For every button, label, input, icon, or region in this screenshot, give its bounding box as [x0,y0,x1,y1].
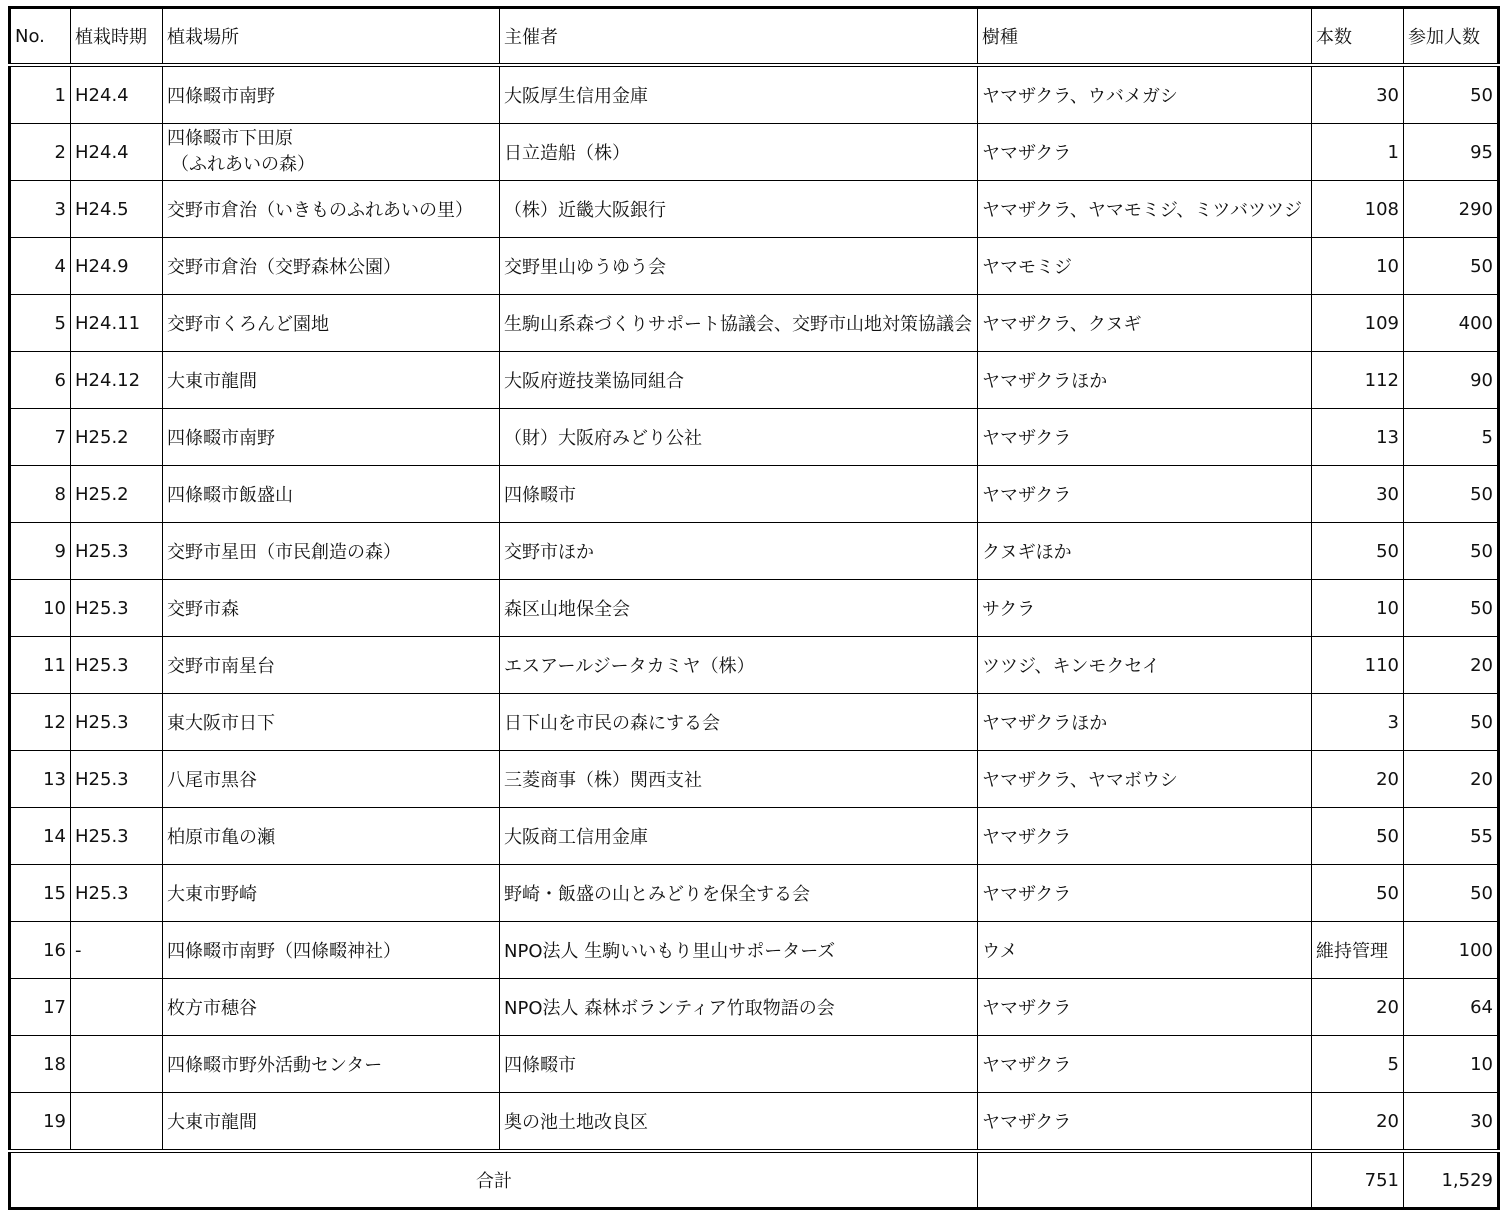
cell-period: H24.5 [71,181,163,238]
cell-count: 50 [1312,865,1404,922]
cell-count: 109 [1312,295,1404,352]
cell-organizer: 日立造船（株） [500,124,978,181]
cell-participants: 50 [1404,466,1499,523]
cell-place: 大東市野崎 [163,865,500,922]
cell-no: 7 [10,409,71,466]
total-row [10,1151,1499,1209]
cell-place: 大東市龍間 [163,1093,500,1152]
cell-participants: 5 [1404,409,1499,466]
cell-no: 15 [10,865,71,922]
cell-organizer: 野崎・飯盛の山とみどりを保全する会 [500,865,978,922]
cell-participants: 10 [1404,1036,1499,1093]
cell-count: 1 [1312,124,1404,181]
table-row [10,1036,1499,1093]
cell-participants: 400 [1404,295,1499,352]
cell-period: H24.9 [71,238,163,295]
cell-species: ヤマザクラほか [978,694,1312,751]
cell-period: - [71,922,163,979]
cell-organizer: 大阪厚生信用金庫 [500,65,978,124]
cell-no: 6 [10,352,71,409]
table-row [10,637,1499,694]
total-participants: 1,529 [1404,1151,1499,1209]
cell-count: 108 [1312,181,1404,238]
cell-period: H25.3 [71,637,163,694]
cell-no: 10 [10,580,71,637]
cell-no: 2 [10,124,71,181]
cell-count: 13 [1312,409,1404,466]
cell-species: ヤマザクラ、ヤマボウシ [978,751,1312,808]
cell-period [71,1036,163,1093]
cell-participants: 50 [1404,523,1499,580]
cell-participants: 90 [1404,352,1499,409]
total-count: 751 [1312,1151,1404,1209]
cell-count: 110 [1312,637,1404,694]
cell-species: ヤマモミジ [978,238,1312,295]
cell-place: 柏原市亀の瀬 [163,808,500,865]
header-organizer: 主催者 [500,8,978,66]
table-row [10,808,1499,865]
table-row [10,238,1499,295]
cell-no: 1 [10,65,71,124]
cell-participants: 55 [1404,808,1499,865]
cell-organizer: （株）近畿大阪銀行 [500,181,978,238]
cell-participants: 50 [1404,65,1499,124]
cell-species: ヤマザクラ [978,808,1312,865]
table-row [10,466,1499,523]
table-row [10,979,1499,1036]
total-label: 合計 [10,1151,978,1209]
cell-period: H24.4 [71,65,163,124]
cell-participants: 20 [1404,751,1499,808]
cell-species: ヤマザクラ [978,466,1312,523]
cell-place: 四條畷市南野 [163,409,500,466]
table-row [10,523,1499,580]
cell-no: 9 [10,523,71,580]
cell-period: H24.4 [71,124,163,181]
cell-period: H25.3 [71,580,163,637]
cell-species: ヤマザクラ、クヌギ [978,295,1312,352]
cell-species: ヤマザクラ [978,865,1312,922]
cell-no: 5 [10,295,71,352]
cell-organizer: エスアールジータカミヤ（株） [500,637,978,694]
cell-organizer: 四條畷市 [500,466,978,523]
cell-place: 東大阪市日下 [163,694,500,751]
cell-count: 50 [1312,523,1404,580]
cell-participants: 50 [1404,865,1499,922]
cell-count: 10 [1312,580,1404,637]
cell-species: ヤマザクラ [978,1036,1312,1093]
header-participants: 参加人数 [1404,8,1499,66]
cell-place: 交野市倉治（いきものふれあいの里） [163,181,500,238]
cell-species: ヤマザクラ [978,124,1312,181]
cell-place: 交野市倉治（交野森林公園） [163,238,500,295]
cell-place: 四條畷市南野（四條畷神社） [163,922,500,979]
cell-period: H25.2 [71,466,163,523]
cell-count: 20 [1312,1093,1404,1152]
cell-no: 8 [10,466,71,523]
total-spacer [978,1151,1312,1209]
cell-period: H24.11 [71,295,163,352]
table-row [10,1093,1499,1152]
cell-count: 20 [1312,751,1404,808]
cell-organizer: 日下山を市民の森にする会 [500,694,978,751]
table-row [10,295,1499,352]
cell-no: 16 [10,922,71,979]
header-species: 樹種 [978,8,1312,66]
cell-count: 維持管理 [1312,922,1404,979]
cell-place: 大東市龍間 [163,352,500,409]
table-row [10,124,1499,181]
cell-place: 四條畷市飯盛山 [163,466,500,523]
cell-count: 112 [1312,352,1404,409]
cell-no: 4 [10,238,71,295]
header-count: 本数 [1312,8,1404,66]
cell-count: 10 [1312,238,1404,295]
cell-place: 枚方市穂谷 [163,979,500,1036]
table-row [10,751,1499,808]
cell-period: H25.3 [71,694,163,751]
header-no: No. [10,8,71,66]
cell-no: 11 [10,637,71,694]
cell-organizer: 大阪商工信用金庫 [500,808,978,865]
cell-count: 50 [1312,808,1404,865]
cell-organizer: 奥の池土地改良区 [500,1093,978,1152]
cell-participants: 95 [1404,124,1499,181]
cell-species: ヤマザクラ [978,979,1312,1036]
cell-participants: 100 [1404,922,1499,979]
cell-organizer: NPO法人 生駒いいもり里山サポーターズ [500,922,978,979]
cell-count: 20 [1312,979,1404,1036]
cell-period [71,979,163,1036]
cell-participants: 290 [1404,181,1499,238]
cell-no: 17 [10,979,71,1036]
table-row [10,922,1499,979]
cell-organizer: 三菱商事（株）関西支社 [500,751,978,808]
cell-place: 交野市森 [163,580,500,637]
cell-place: 交野市南星台 [163,637,500,694]
cell-species: ヤマザクラ、ヤマモミジ、ミツバツツジ [978,181,1312,238]
cell-place-line2: （ふれあいの森） [171,154,315,175]
cell-period: H25.3 [71,865,163,922]
cell-period: H25.3 [71,808,163,865]
table-row [10,181,1499,238]
table-row [10,352,1499,409]
cell-participants: 20 [1404,637,1499,694]
cell-count: 30 [1312,466,1404,523]
cell-species: サクラ [978,580,1312,637]
cell-place [163,124,500,181]
cell-no: 18 [10,1036,71,1093]
cell-participants: 64 [1404,979,1499,1036]
table-row [10,694,1499,751]
cell-place: 交野市星田（市民創造の森） [163,523,500,580]
cell-species: ヤマザクラ、ウバメガシ [978,65,1312,124]
cell-no: 13 [10,751,71,808]
cell-species: ヤマザクラ [978,409,1312,466]
table-body [10,65,1499,1151]
table-row [10,65,1499,124]
table-row [10,865,1499,922]
cell-species: ウメ [978,922,1312,979]
cell-place: 八尾市黒谷 [163,751,500,808]
cell-period [71,1093,163,1152]
cell-no: 3 [10,181,71,238]
cell-place: 交野市くろんど園地 [163,295,500,352]
cell-participants: 30 [1404,1093,1499,1152]
cell-species: ヤマザクラ [978,1093,1312,1152]
planting-records-table [8,6,1500,1210]
cell-count: 5 [1312,1036,1404,1093]
cell-period: H25.2 [71,409,163,466]
cell-place: 四條畷市野外活動センター [163,1036,500,1093]
cell-species: ヤマザクラほか [978,352,1312,409]
cell-count: 3 [1312,694,1404,751]
cell-period: H25.3 [71,523,163,580]
cell-organizer: 生駒山系森づくりサポート協議会、交野市山地対策協議会 [500,295,978,352]
cell-no: 19 [10,1093,71,1152]
cell-species: ツツジ、キンモクセイ [978,637,1312,694]
table-row [10,580,1499,637]
cell-organizer: 森区山地保全会 [500,580,978,637]
cell-participants: 50 [1404,238,1499,295]
cell-place-line1: 四條畷市下田原 [167,128,293,149]
header-place: 植栽場所 [163,8,500,66]
cell-period: H24.12 [71,352,163,409]
cell-organizer: 大阪府遊技業協同組合 [500,352,978,409]
header-row [10,8,1499,66]
cell-organizer: 交野市ほか [500,523,978,580]
cell-no: 14 [10,808,71,865]
cell-place: 四條畷市南野 [163,65,500,124]
cell-organizer: 四條畷市 [500,1036,978,1093]
header-period: 植栽時期 [71,8,163,66]
cell-organizer: 交野里山ゆうゆう会 [500,238,978,295]
cell-participants: 50 [1404,694,1499,751]
cell-organizer: （財）大阪府みどり公社 [500,409,978,466]
cell-participants: 50 [1404,580,1499,637]
planting-table-sheet [8,6,1497,1218]
cell-organizer: NPO法人 森林ボランティア竹取物語の会 [500,979,978,1036]
cell-period: H25.3 [71,751,163,808]
cell-species: クヌギほか [978,523,1312,580]
cell-count: 30 [1312,65,1404,124]
cell-no: 12 [10,694,71,751]
table-row [10,409,1499,466]
